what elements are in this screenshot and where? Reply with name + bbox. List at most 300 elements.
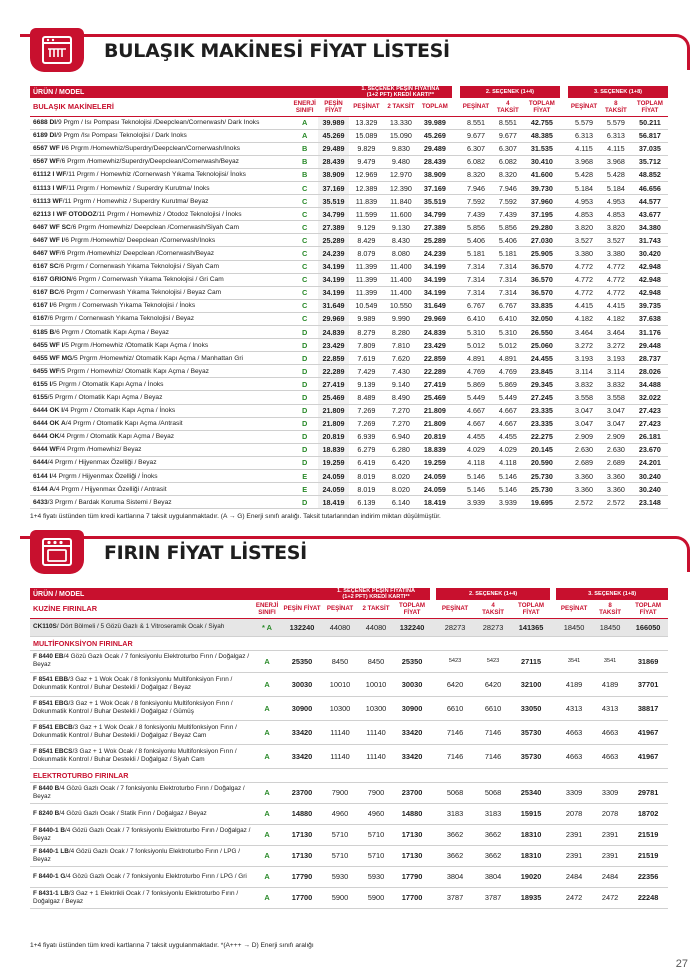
total: 34.199	[418, 286, 452, 299]
installment-4: 5.869	[492, 378, 524, 391]
energy-class: A	[252, 803, 282, 824]
table-row	[30, 456, 668, 469]
model-header: ÜRÜN / MODEL	[30, 86, 349, 98]
table-row	[30, 744, 668, 768]
option2-header: 2. SEÇENEK (1+4)	[460, 86, 560, 98]
total-3: 48.852	[632, 168, 668, 181]
model-description: /3 Gaz + 1 Wok Ocak / 8 fonksiyonlu Multifonksiyon Fırın / Dokunmatik Kontrol / Buhar Destekli / Doğalgaz / Gümüş	[33, 700, 233, 715]
model-code: 6444 WF	[33, 446, 60, 454]
model-code: 6167 BC	[33, 289, 60, 297]
total-2: 20.590	[524, 456, 560, 469]
total: 21.809	[418, 404, 452, 417]
model-description: /3 Gaz + 1 Elektrikli Ocak / 7 fonksiyonlu Elektroturbo Fırın / Doğalgaz / Beyaz	[33, 889, 239, 905]
down-payment-3: 3.047	[568, 404, 600, 417]
table-row	[30, 155, 668, 168]
oven-icon	[30, 530, 84, 574]
model-description: /5 Prgrm / Homewhiz/ Otomatik Kapı Açma / Beyaz	[59, 367, 209, 375]
total-3: 31.743	[632, 234, 668, 247]
total: 22.859	[418, 352, 452, 365]
model-description: /4 Prgrm / Hijyenmax Özelliği / İnoks	[51, 472, 158, 480]
down-payment-3: 4.115	[568, 142, 600, 155]
model-code: 6567 WF I	[33, 145, 64, 153]
model-code: F 8440 EB	[33, 653, 64, 660]
col-8-installments: 8 TAKSİT	[592, 600, 628, 618]
model-description: /4 Prgrm / Hijyenmax Özelliği / Antrasit	[54, 485, 167, 493]
total-3: 29781	[628, 782, 668, 803]
down-payment: 11140	[322, 720, 358, 744]
installment-2: 11140	[358, 720, 394, 744]
installment-2: 9.990	[384, 312, 418, 325]
down-payment: 9.479	[349, 155, 384, 168]
installment-4: 3787	[474, 887, 512, 908]
installment-2: 9.130	[384, 221, 418, 234]
oven-price-table	[30, 588, 668, 909]
table-row	[30, 824, 668, 845]
model-description: /9 Prgm / Isı Pompası Teknolojisi /Deepclean/Cornerwash/ Dark Inoks	[56, 119, 260, 127]
cash-price: 37.169	[318, 181, 349, 194]
installment-2: 8.020	[384, 483, 418, 496]
model-description: /6 Prgrm /Homewhiz/Superdry/Deepclean/Cornerwash/Inoks	[63, 145, 241, 153]
installment-2: 12.390	[384, 181, 418, 194]
installment-8: 3.047	[600, 417, 632, 430]
option1-header: 1. SEÇENEK PEŞİN FİYATINA (1+2 PFT) KREDİ KARTI**	[322, 588, 430, 600]
table-row	[30, 339, 668, 352]
down-payment-2: 5.146	[460, 470, 492, 483]
model-description: /6 Prgrm / Cornerwash Yıkama Teknolojisi / Siyah Cam	[58, 263, 219, 271]
down-payment-3: 4.772	[568, 286, 600, 299]
total-2: 25340	[512, 782, 550, 803]
down-payment-3: 4.772	[568, 273, 600, 286]
installment-2: 9.830	[384, 142, 418, 155]
installment-4: 5.181	[492, 247, 524, 260]
down-payment: 5710	[322, 824, 358, 845]
model-code: 6155	[33, 394, 48, 402]
model-code: F 8240 B	[33, 809, 60, 817]
total: 22.289	[418, 365, 452, 378]
table-row	[30, 142, 668, 155]
column-header-row	[30, 98, 668, 116]
energy-class: * A	[252, 618, 282, 636]
installment-8: 4189	[592, 672, 628, 696]
total: 37.169	[418, 181, 452, 194]
energy-class: D	[291, 443, 318, 456]
col-down-payment-3: PEŞİNAT	[556, 600, 592, 618]
down-payment: 6.419	[349, 456, 384, 469]
installment-2: 8.430	[384, 234, 418, 247]
installment-8: 3.558	[600, 391, 632, 404]
installment-4: 8.551	[492, 116, 524, 129]
installment-8: 4313	[592, 696, 628, 720]
cash-price: 19.259	[318, 456, 349, 469]
product-name	[30, 181, 291, 194]
model-code: 6455 WF I	[33, 341, 64, 349]
total-3: 34.380	[632, 221, 668, 234]
model-description: /6 Prgrm / Cornerwash Yıkama Teknolojisi / Beyaz	[47, 315, 195, 323]
col-8-installments: 8 TAKSİT	[600, 98, 632, 116]
oven-section-header	[0, 530, 700, 580]
installment-4: 5423	[474, 650, 512, 672]
down-payment-2: 6420	[436, 672, 474, 696]
installment-8: 3309	[592, 782, 628, 803]
total-3: 42.948	[632, 260, 668, 273]
model-description: /11 Prgrm / Homewhiz / Superdry Kurutma/ Inoks	[66, 184, 210, 192]
category-electroturbo	[30, 768, 668, 782]
installment-2: 7.430	[384, 365, 418, 378]
table-row	[30, 273, 668, 286]
product-name	[30, 887, 252, 908]
col-down-payment-3: PEŞİNAT	[568, 98, 600, 116]
model-code: 6167 GRION	[33, 276, 72, 284]
installment-2: 8450	[358, 650, 394, 672]
product-name	[30, 142, 291, 155]
total-2: 33.835	[524, 299, 560, 312]
model-code: 6185 B	[33, 328, 55, 336]
table-row	[30, 618, 668, 636]
total: 18.839	[418, 443, 452, 456]
down-payment-2: 8.551	[460, 116, 492, 129]
down-payment-2: 5.012	[460, 339, 492, 352]
down-payment-3: 2.572	[568, 496, 600, 509]
down-payment-3: 6.313	[568, 129, 600, 142]
model-description: /3 Gaz + 1 Wok Ocak / 8 fonksiyonlu Multifonksiyon Fırın / Dokunmatik Kontrol / Buhar Destekli / Doğalgaz / Beyaz	[33, 676, 233, 691]
installment-2: 8.490	[384, 391, 418, 404]
total-3: 30.240	[632, 470, 668, 483]
total-2: 31.535	[524, 142, 560, 155]
total: 17130	[394, 824, 430, 845]
installment-8: 4.853	[600, 208, 632, 221]
total-2: 29.345	[524, 378, 560, 391]
installment-4: 3662	[474, 845, 512, 866]
total-2: 19020	[512, 866, 550, 887]
total-3: 23.670	[632, 443, 668, 456]
installment-2: 10300	[358, 696, 394, 720]
cash-price: 23700	[282, 782, 322, 803]
energy-class: A	[252, 696, 282, 720]
cash-price: 28.439	[318, 155, 349, 168]
down-payment-3: 3.193	[568, 352, 600, 365]
down-payment: 7900	[322, 782, 358, 803]
down-payment: 11.399	[349, 286, 384, 299]
total: 25.289	[418, 234, 452, 247]
total: 23700	[394, 782, 430, 803]
total: 17130	[394, 845, 430, 866]
down-payment-2: 4.667	[460, 417, 492, 430]
down-payment-2: 5.449	[460, 391, 492, 404]
installment-4: 4.667	[492, 404, 524, 417]
down-payment-2: 6.767	[460, 299, 492, 312]
total: 14880	[394, 803, 430, 824]
model-code: 6444 OK A	[33, 420, 66, 428]
down-payment-2: 7146	[436, 744, 474, 768]
down-payment: 5900	[322, 887, 358, 908]
down-payment-2: 5.181	[460, 247, 492, 260]
model-description: /6 Prgrm /Homewhiz/ Deepclean /Cornerwash/Beyaz	[59, 249, 215, 257]
product-name	[30, 234, 291, 247]
model-code: 6167 I	[33, 302, 52, 310]
table-row	[30, 430, 668, 443]
energy-class: C	[291, 221, 318, 234]
cash-price: 22.289	[318, 365, 349, 378]
installment-2: 9.480	[384, 155, 418, 168]
cash-price: 34.199	[318, 260, 349, 273]
table-row	[30, 181, 668, 194]
model-description: /4 Prgrm / Otomatik Kapı Açma / Beyaz	[59, 433, 175, 441]
down-payment: 8.489	[349, 391, 384, 404]
energy-class: D	[291, 404, 318, 417]
total-3: 29.448	[632, 339, 668, 352]
down-payment-3: 3.558	[568, 391, 600, 404]
down-payment-3: 2391	[556, 824, 592, 845]
total-2: 15915	[512, 803, 550, 824]
model-description: /11 Prgrm / Homewhiz /Cornerwash Yıkama Teknolojisi/ İnoks	[66, 171, 246, 179]
installment-8: 2078	[592, 803, 628, 824]
model-description: /6 Prgrm / Cornerwash Yıkama Teknolojisi / Gri Cam	[71, 276, 224, 284]
cash-price: 34.199	[318, 273, 349, 286]
installment-4: 6610	[474, 696, 512, 720]
total-3: 31869	[628, 650, 668, 672]
total-3: 50.211	[632, 116, 668, 129]
down-payment-2: 5.146	[460, 483, 492, 496]
table-row	[30, 116, 668, 129]
energy-class: A	[252, 782, 282, 803]
col-energy-class: ENERJİ SINIFI	[252, 600, 282, 618]
product-name	[30, 744, 252, 768]
installment-2: 8.020	[384, 470, 418, 483]
down-payment-2: 4.455	[460, 430, 492, 443]
down-payment-3: 3.360	[568, 483, 600, 496]
dishwasher-title: BULAŞIK MAKİNESİ FİYAT LİSTESİ	[104, 40, 450, 62]
installment-8: 5.579	[600, 116, 632, 129]
installment-2: 6.420	[384, 456, 418, 469]
category-label: MULTİFONKSİYON FIRINLAR	[30, 636, 668, 650]
installment-8: 3.047	[600, 404, 632, 417]
col-energy-class: ENERJİ SINIFI	[291, 98, 318, 116]
page-number: 27	[675, 958, 688, 970]
down-payment-2: 7.592	[460, 195, 492, 208]
down-payment: 11140	[322, 744, 358, 768]
cash-price: 21.809	[318, 404, 349, 417]
installment-4: 4.667	[492, 417, 524, 430]
installment-2: 5710	[358, 824, 394, 845]
down-payment-2: 7146	[436, 720, 474, 744]
total-3: 42.948	[632, 286, 668, 299]
total-3: 41967	[628, 744, 668, 768]
table-row	[30, 417, 668, 430]
installment-4: 28273	[474, 618, 512, 636]
product-name	[30, 365, 291, 378]
total-3: 30.240	[632, 483, 668, 496]
installment-8: 4663	[592, 744, 628, 768]
down-payment-3: 4.182	[568, 312, 600, 325]
installment-2: 11.400	[384, 273, 418, 286]
total-2: 30.410	[524, 155, 560, 168]
down-payment-2: 7.946	[460, 181, 492, 194]
installment-8: 3.820	[600, 221, 632, 234]
cash-price: 29.969	[318, 312, 349, 325]
product-name	[30, 456, 291, 469]
installment-2: 11.840	[384, 195, 418, 208]
col-name: BULAŞIK MAKİNELERİ	[30, 98, 291, 116]
cash-price: 39.989	[318, 116, 349, 129]
table-row	[30, 234, 668, 247]
installment-2: 11.400	[384, 286, 418, 299]
total-3: 30.420	[632, 247, 668, 260]
table-row	[30, 391, 668, 404]
total-3: 24.201	[632, 456, 668, 469]
down-payment-3: 4663	[556, 720, 592, 744]
total: 35.519	[418, 195, 452, 208]
down-payment-2: 6.410	[460, 312, 492, 325]
down-payment: 6.939	[349, 430, 384, 443]
cash-price: 25.469	[318, 391, 349, 404]
installment-4: 3804	[474, 866, 512, 887]
down-payment-3: 2078	[556, 803, 592, 824]
category-label: ELEKTROTURBO FIRINLAR	[30, 768, 668, 782]
installment-4: 5.856	[492, 221, 524, 234]
option3-header: 3. SEÇENEK (1+8)	[568, 86, 668, 98]
installment-2: 12.970	[384, 168, 418, 181]
down-payment-2: 5.869	[460, 378, 492, 391]
model-description: /5 Prgrm /Homewhiz/ Otomatik Kapı Açma / Manhattan Gri	[72, 354, 243, 362]
installment-4: 8.320	[492, 168, 524, 181]
total: 20.819	[418, 430, 452, 443]
column-header-row	[30, 600, 668, 618]
cash-price: 24.059	[318, 483, 349, 496]
installment-8: 2391	[592, 845, 628, 866]
energy-class: C	[291, 273, 318, 286]
down-payment-3: 18450	[556, 618, 592, 636]
installment-4: 4.029	[492, 443, 524, 456]
installment-8: 3.193	[600, 352, 632, 365]
installment-8: 2.689	[600, 456, 632, 469]
cash-price: 21.809	[318, 417, 349, 430]
col-total-3: TOPLAM FİYAT	[628, 600, 668, 618]
down-payment-3: 5.184	[568, 181, 600, 194]
model-description: /4 Gözü Gazlı Ocak / 7 fonksiyonlu Elektroturbo Fırın / LPG / Beyaz	[33, 847, 241, 863]
total-2: 141365	[512, 618, 550, 636]
down-payment-3: 4.772	[568, 260, 600, 273]
total: 17700	[394, 887, 430, 908]
down-payment: 10300	[322, 696, 358, 720]
total-2: 18935	[512, 887, 550, 908]
model-code: 6167	[33, 315, 48, 323]
installment-8: 3.832	[600, 378, 632, 391]
cash-price: 18.419	[318, 496, 349, 509]
total: 45.269	[418, 129, 452, 142]
installment-2: 13.330	[384, 116, 418, 129]
total: 23.429	[418, 339, 452, 352]
installment-4: 6.082	[492, 155, 524, 168]
down-payment: 13.329	[349, 116, 384, 129]
col-total: TOPLAM FİYAT	[394, 600, 430, 618]
oven-title: FIRIN FİYAT LİSTESİ	[104, 542, 307, 564]
model-code: 6688 DI	[33, 119, 57, 127]
total-3: 21519	[628, 845, 668, 866]
energy-class: A	[252, 744, 282, 768]
total: 28.439	[418, 155, 452, 168]
down-payment: 15.089	[349, 129, 384, 142]
table-row	[30, 208, 668, 221]
total-3: 43.677	[632, 208, 668, 221]
down-payment-2: 6610	[436, 696, 474, 720]
total-2: 37.960	[524, 195, 560, 208]
col-name: KUZİNE FIRINLAR	[30, 600, 252, 618]
down-payment: 11.599	[349, 208, 384, 221]
cash-price: 27.419	[318, 378, 349, 391]
installment-8: 2484	[592, 866, 628, 887]
installment-8: 3.360	[600, 483, 632, 496]
cash-price: 17790	[282, 866, 322, 887]
table-row	[30, 260, 668, 273]
installment-4: 5.146	[492, 470, 524, 483]
down-payment: 11.399	[349, 273, 384, 286]
total-2: 27.245	[524, 391, 560, 404]
installment-4: 7.314	[492, 286, 524, 299]
table-row	[30, 845, 668, 866]
table-row	[30, 247, 668, 260]
product-name	[30, 391, 291, 404]
model-description: /4 Gözü Gazlı Ocak / Statik Fırın / Doğalgaz / Beyaz	[59, 809, 207, 817]
energy-class: C	[291, 312, 318, 325]
installment-8: 2.630	[600, 443, 632, 456]
energy-class: D	[291, 430, 318, 443]
model-code: CK110S	[33, 623, 57, 630]
installment-4: 3662	[474, 824, 512, 845]
product-name	[30, 417, 291, 430]
energy-class: D	[291, 391, 318, 404]
table-row	[30, 443, 668, 456]
down-payment: 10.549	[349, 299, 384, 312]
total-2: 27115	[512, 650, 550, 672]
installment-2: 9.140	[384, 378, 418, 391]
total-2: 42.755	[524, 116, 560, 129]
installment-4: 7.439	[492, 208, 524, 221]
table-row	[30, 286, 668, 299]
cash-price: 33420	[282, 744, 322, 768]
product-name	[30, 286, 291, 299]
energy-class: C	[291, 234, 318, 247]
col-cash-price: PEŞİN FİYAT	[282, 600, 322, 618]
total-2: 39.730	[524, 181, 560, 194]
down-payment: 8.079	[349, 247, 384, 260]
energy-class: B	[291, 142, 318, 155]
installment-8: 18450	[592, 618, 628, 636]
model-code: F 8440-1 LB	[33, 847, 69, 855]
down-payment-3: 3309	[556, 782, 592, 803]
energy-class: A	[252, 845, 282, 866]
down-payment-3: 2.689	[568, 456, 600, 469]
installment-4: 5.406	[492, 234, 524, 247]
model-description: /3 Prgrm / Bardak Koruma Sistemi / Beyaz	[47, 498, 172, 506]
total: 18.419	[418, 496, 452, 509]
model-code: 6467 WF I	[33, 236, 64, 244]
table-row	[30, 696, 668, 720]
category-multifunction	[30, 636, 668, 650]
installment-4: 6.307	[492, 142, 524, 155]
down-payment: 8.019	[349, 483, 384, 496]
total-3: 26.181	[632, 430, 668, 443]
dishwasher-price-table	[30, 86, 668, 509]
installment-8: 2.572	[600, 496, 632, 509]
total: 24.059	[418, 483, 452, 496]
total-3: 28.737	[632, 352, 668, 365]
product-name	[30, 326, 291, 339]
table-row	[30, 326, 668, 339]
installment-2: 11140	[358, 744, 394, 768]
model-description: /4 Prgrm / Otomatik Kapı Açma /Antrasit	[65, 420, 183, 428]
product-name	[30, 720, 252, 744]
energy-class: B	[291, 155, 318, 168]
